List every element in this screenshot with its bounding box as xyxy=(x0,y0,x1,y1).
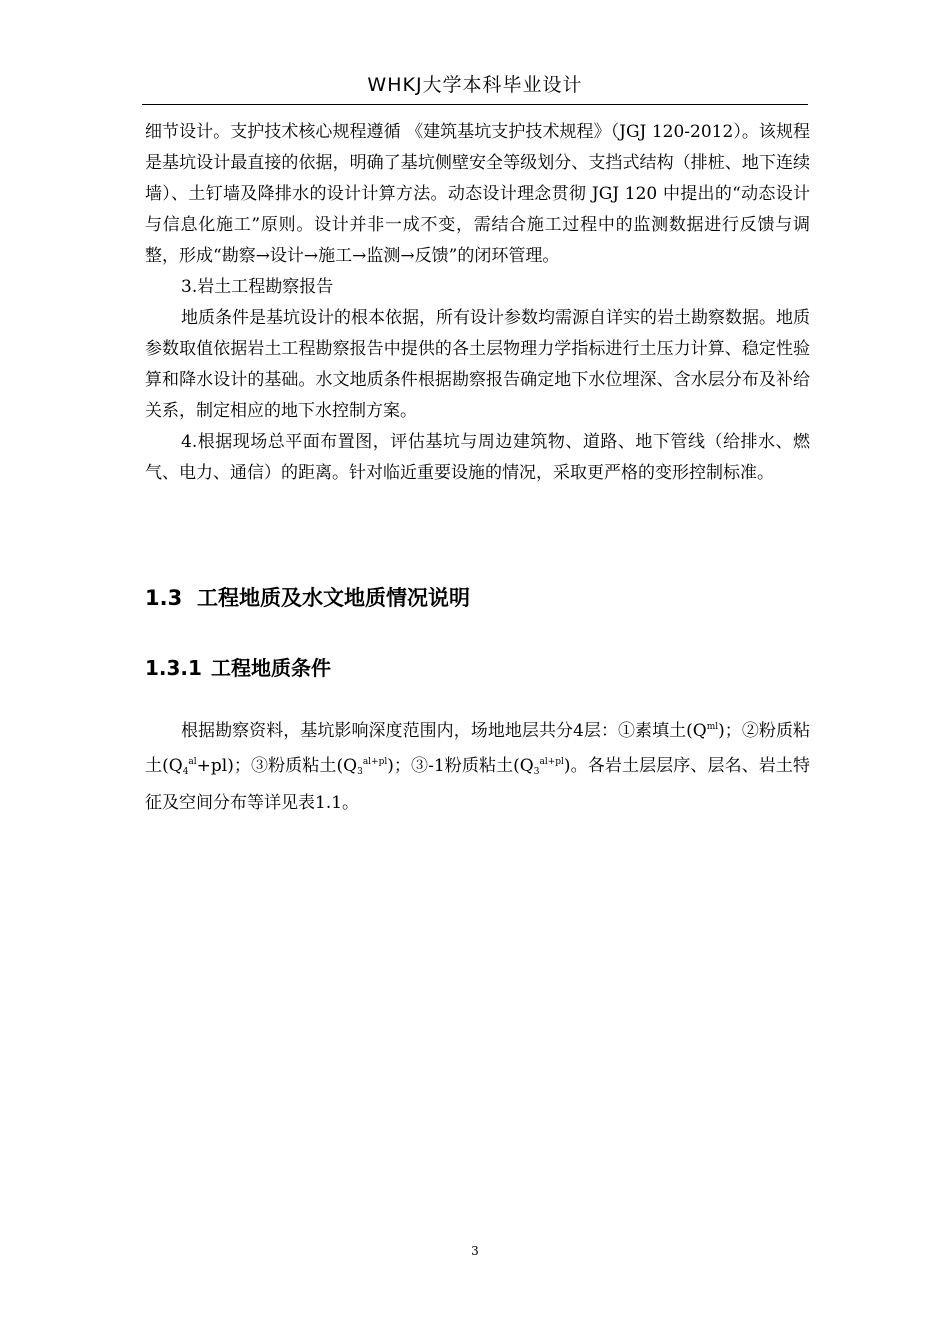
body-section-1-3-1 xyxy=(145,712,810,819)
section-number: 1.3 xyxy=(145,586,183,610)
strata-text-5: )。各岩土层层序、层名、岩土特征及空间分布等详见表1.1。 xyxy=(145,756,811,813)
list-item-3-title: 3.岩土工程勘察报告 xyxy=(181,277,334,297)
section-title: 工程地质及水文地质情况说明 xyxy=(197,586,470,610)
header-rule xyxy=(142,104,808,105)
subsection-number: 1.3.1 xyxy=(145,656,202,680)
page-number: 3 xyxy=(471,1244,479,1258)
strata-sup-3: al+pl xyxy=(362,757,388,767)
strata-sup-2: al xyxy=(188,757,197,767)
paragraph-geology-basis: 地质条件是基坑设计的根本依据，所有设计参数均需源自详实的岩土勘察数据。地质参数取值依据岩土工程勘察报告中提供的各土层物理力学指标进行土压力计算、稳定性验算和降水设计的基础。水文地质条件根据勘察报告确定地下水位埋深、含水层分布及补给关系，制定相应的地下水控制方案。 xyxy=(145,308,810,421)
page-header-title: WHKJ大学本科毕业设计 xyxy=(367,74,583,96)
strata-text-1: 根据勘察资料，基坑影响深度范围内，场地地层共分4层：①素填土(Q xyxy=(181,721,707,741)
subsection-title: 工程地质条件 xyxy=(211,656,331,680)
strata-sub-2: 4 xyxy=(182,767,189,777)
strata-sup-1: ml xyxy=(706,722,719,732)
list-item-4: 4.根据现场总平面布置图，评估基坑与周边建筑物、道路、地下管线（给排水、燃气、电力、通信）的距离。针对临近重要设施的情况，采取更严格的变形控制标准。 xyxy=(145,432,810,483)
strata-sub-3: 3 xyxy=(357,767,363,777)
strata-sub-4: 3 xyxy=(533,767,540,777)
section-heading-1-3 xyxy=(145,582,470,612)
subsection-heading-1-3-1 xyxy=(145,652,331,681)
paragraph-strata xyxy=(145,712,810,819)
strata-sup-4: al+pl xyxy=(539,757,564,767)
strata-text-2: )；②粉质粘土(Q xyxy=(145,721,810,776)
body-section-a xyxy=(145,117,810,489)
strata-text-4: )；③-1粉质粘土(Q xyxy=(387,756,534,776)
paragraph-standards: 细节设计。支护技术核心规程遵循 《建筑基坑支护技术规程》（JGJ 120-2012）。该规程是基坑设计最直接的依据，明确了基坑侧壁安全等级划分、支挡式结构（排桩、地下连续墙）、土钉墙及降排水的设计计算方法。动态设计理念贯彻 JGJ 120 中提出的“动态设计与信息化施工”原则。设计并非一成不变，需结合施工过程中的监测数据进行反馈与调整，形成“勘察→设计→施工→监测→反馈”的闭环管理。 xyxy=(145,122,810,266)
strata-text-3: +pl)；③粉质粘土(Q xyxy=(196,756,358,776)
